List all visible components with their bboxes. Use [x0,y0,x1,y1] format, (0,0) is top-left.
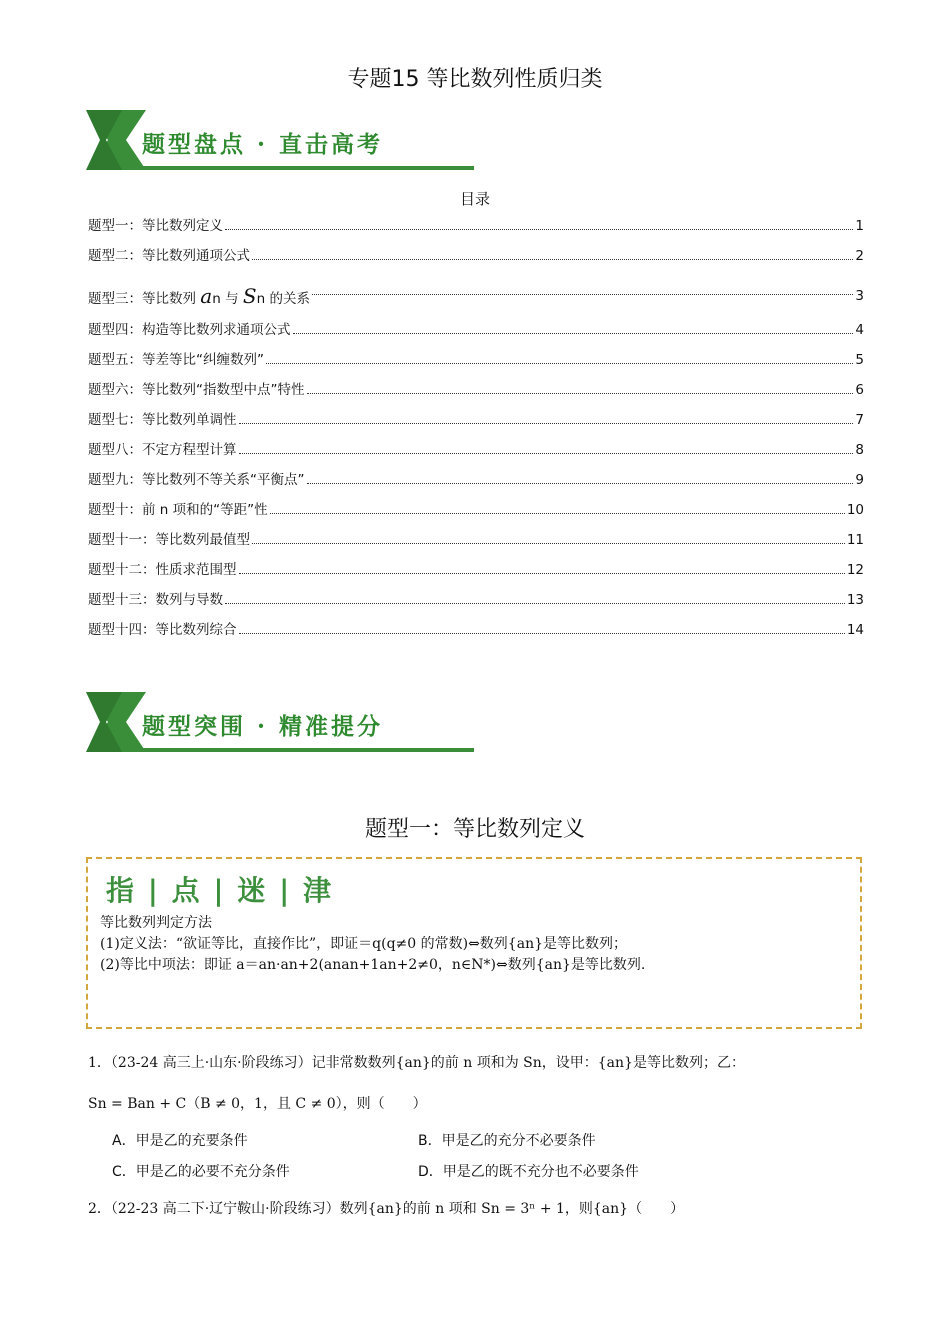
question-1-stem: 1．（23-24 高三上·山东·阶段练习）记非常数数列{an}的前 n 项和为 Sn，设甲：{an}是等比数列；乙： [88,1055,745,1071]
question-1-option-c[interactable]: C．甲是乙的必要不充分条件 [112,1164,290,1180]
toc-item[interactable]: 题型九：等比数列不等关系“平衡点” 9 [88,472,864,488]
document-title: 专题15 等比数列性质归类 [347,67,603,92]
question-2-stem: 2．（22-23 高二下·辽宁鞍山·阶段练习）数列{an}的前 n 项和 Sn = 3ⁿ + 1，则{an}（ ） [88,1201,685,1217]
question-1-option-d[interactable]: D．甲是乙的既不充分也不必要条件 [418,1164,639,1180]
tip-heading: 指 | 点 | 迷 | 津 [106,874,334,907]
toc-item[interactable]: 题型六：等比数列“指数型中点”特性 6 [88,382,864,398]
tip-box [86,857,862,1029]
toc-item[interactable]: 题型十四：等比数列综合 14 [88,622,864,638]
toc-item[interactable]: 题型一：等比数列定义 1 [88,218,864,234]
toc-item[interactable]: 题型三：等比数列 an 与 Sn 的关系 3 [88,284,864,308]
toc-item[interactable]: 题型十一：等比数列最值型 11 [88,532,864,548]
toc-item[interactable]: 题型八：不定方程型计算 8 [88,442,864,458]
section-banner-1 [86,110,476,174]
banner-1-text: 题型盘点 · 直击高考 [142,131,384,158]
toc-item[interactable]: 题型四：构造等比数列求通项公式 4 [88,322,864,338]
section-1-title: 题型一：等比数列定义 [364,817,585,842]
toc-item[interactable]: 题型十三：数列与导数 13 [88,592,864,608]
toc-item[interactable]: 题型五：等差等比“纠缠数列” 5 [88,352,864,368]
toc-item[interactable]: 题型十：前 n 项和的“等距”性 10 [88,502,864,518]
table-of-contents [88,214,864,648]
toc-item[interactable]: 题型十二：性质求范围型 12 [88,562,864,578]
question-1-option-a[interactable]: A．甲是乙的充要条件 [112,1133,248,1149]
toc-title: 目录 [459,190,490,208]
question-1-option-b[interactable]: B．甲是乙的充分不必要条件 [418,1133,596,1149]
tip-content: 等比数列判定方法 (1)定义法：“欲证等比，直接作比”，即证＝q(q≠0 的常数)⇔数列{an}是等比数列； (2)等比中项法：即证 a＝an·an+2(anan+1an+2≠0，n∈N*)⇔数列{an}是等比数列. [100,915,646,973]
banner-2-text: 题型突围 · 精准提分 [142,713,384,740]
question-1-condition: Sn = Ban + C（B ≠ 0，1，且 C ≠ 0），则（ ） [88,1096,427,1112]
toc-item[interactable]: 题型七：等比数列单调性 7 [88,412,864,428]
toc-item[interactable]: 题型二：等比数列通项公式 2 [88,248,864,264]
section-banner-2 [86,692,476,756]
